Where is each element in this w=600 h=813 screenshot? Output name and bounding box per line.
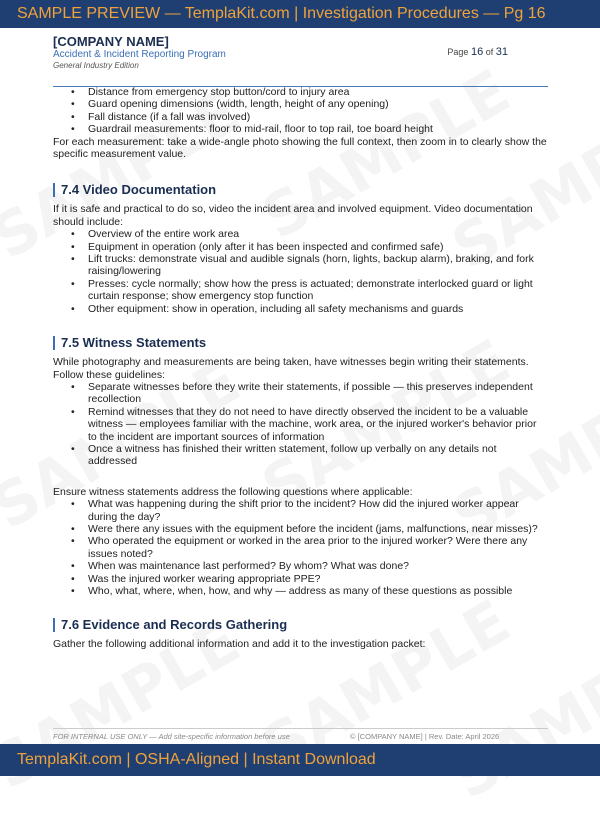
heading-accent-bar (53, 336, 55, 350)
bottom-banner (0, 744, 600, 776)
heading-accent-bar (53, 183, 55, 197)
list-item: • Fall distance (if a fall was involved) (88, 111, 548, 123)
page-header (53, 34, 548, 87)
list-item: • Guardrail measurements: floor to mid-rail, floor to top rail, toe board height (88, 123, 548, 135)
witness-questions-list (53, 498, 548, 597)
footer-copyright: © [COMPANY NAME] | Rev. Date: April 2026 (350, 732, 500, 741)
list-item: • Guard opening dimensions (width, length, height of any opening) (88, 98, 548, 110)
paragraph: Ensure witness statements address the following questions where applicable: (53, 485, 413, 498)
paragraph: If it is safe and practical to do so, video the incident area and involved equipment. Video documentation should include: (53, 203, 533, 228)
list-item: • Overview of the entire work area (88, 228, 548, 240)
company-name: [COMPANY NAME] (53, 34, 169, 49)
paragraph: While photography and measurements are being taken, have witnesses begin writing their statements. Follow these guidelines: (53, 356, 529, 381)
page-number: Page 16 of 31 (447, 46, 508, 58)
top-banner-text: SAMPLE PREVIEW — TemplaKit.com | Investigation Procedures — Pg 16 (17, 5, 546, 22)
paragraph: Gather the following additional information and add it to the investigation packet: (53, 638, 426, 651)
video-list (53, 228, 548, 315)
page-footer (53, 728, 548, 741)
section-heading-7-5: 7.5 Witness Statements (53, 335, 548, 351)
list-item: • When was maintenance last performed? By whom? What was done? (88, 560, 548, 572)
list-item: • Remind witnesses that they do not need to have directly observed the incident to be a valuable witness — employees familiar with the machine, work area, or the injured worker's behavior prior to the incident are important sources of information (88, 406, 548, 443)
list-item: • Equipment in operation (only after it has been inspected and confirmed safe) (88, 241, 548, 253)
list-item: • Distance from emergency stop button/cord to injury area (88, 86, 548, 98)
list-item: • Was the injured worker wearing appropriate PPE? (88, 573, 548, 585)
list-item: • Presses: cycle normally; show how the press is actuated; demonstrate interlocked guard or light curtain response; show emergency stop function (88, 278, 548, 303)
witness-guidelines-list (53, 381, 548, 468)
program-name: Accident & Incident Reporting Program (53, 49, 226, 60)
list-item: • Separate witnesses before they write their statements, if possible — this preserves independent recollection (88, 381, 548, 406)
list-item: • Who operated the equipment or worked in the area prior to the injured worker? Were there any issues noted? (88, 535, 548, 560)
measurement-list (53, 86, 548, 136)
heading-accent-bar (53, 618, 55, 632)
list-item: • Were there any issues with the equipment before the incident (jams, malfunctions, near misses)? (88, 523, 548, 535)
list-item: • Who, what, where, when, how, and why — address as many of these questions as possible (88, 585, 548, 597)
list-item: • Once a witness has finished their written statement, follow up verbally on any details not addressed (88, 443, 548, 468)
list-item: • Lift trucks: demonstrate visual and audible signals (horn, lights, backup alarm), braking, and fork raising/lowering (88, 253, 548, 278)
section-heading-7-4: 7.4 Video Documentation (53, 182, 548, 198)
page-content (53, 86, 548, 651)
paragraph: For each measurement: take a wide-angle photo showing the full context, then zoom in to clearly show the specific measurement value. (53, 135, 547, 161)
bottom-banner-text: TemplaKit.com | OSHA-Aligned | Instant Download (17, 751, 376, 768)
footer-note: FOR INTERNAL USE ONLY — Add site-specific information before use (53, 732, 290, 741)
list-item: • What was happening during the shift prior to the incident? How did the injured worker appear during the day? (88, 498, 548, 523)
edition-label: General Industry Edition (53, 61, 139, 70)
section-heading-7-6: 7.6 Evidence and Records Gathering (53, 617, 548, 633)
top-banner (0, 0, 600, 28)
list-item: • Other equipment: show in operation, including all safety mechanisms and guards (88, 303, 548, 315)
